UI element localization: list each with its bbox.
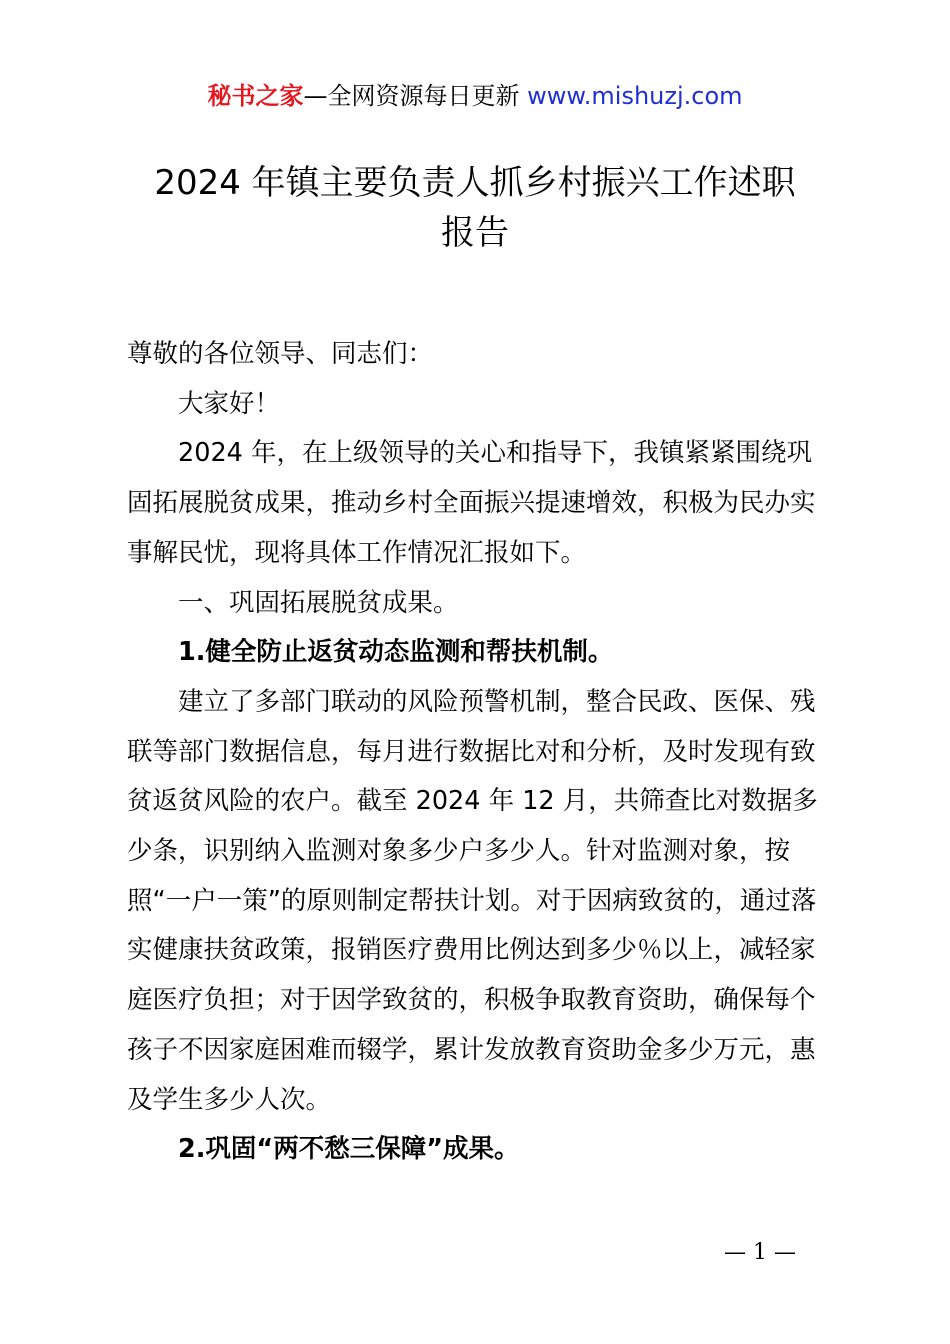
title-line-1: 2024 年镇主要负责人抓乡村振兴工作述职 — [154, 163, 796, 203]
salutation: 尊敬的各位领导、同志们： — [127, 339, 434, 369]
document-body — [127, 330, 832, 1175]
body-paragraph-1: 建立了多部门联动的风险预警机制，整合民政、医保、残联等部门数据信息，每月进行数据比对和分析，及时发现有致贫返贫风险的农户。截至 2024 年 12 月，共筛查比对数据多少条，识别纳入监测对象多少户多少人。针对监测对象，按照“一户一策”的原则制定帮扶计划。对于因病致贫的，通过落实健康扶贫政策，报销医疗费用比例达到多少％以上，减轻家庭医疗负担；对于因学致贫的，积极争取教育资助，确保每个孩子不因家庭困难而辍学，累计发放教育资助金多少万元，惠及学生多少人次。 — [127, 686, 818, 1115]
subsection-heading-1: 1.健全防止返贫动态监测和帮扶机制。 — [178, 637, 614, 668]
site-url[interactable]: www.mishuzj.com — [527, 82, 743, 110]
brand-name: 秘书之家 — [207, 82, 304, 110]
title-line-2: 报告 — [441, 213, 509, 253]
intro-paragraph: 2024 年，在上级领导的关心和指导下，我镇紧紧围绕巩固拓展脱贫成果，推动乡村全面振兴提速增效，积极为民办实事解民忧，现将具体工作情况汇报如下。 — [127, 438, 816, 568]
header-tagline: —全网资源每日更新 — [303, 82, 520, 110]
site-header — [0, 78, 950, 114]
subsection-heading-2: 2.巩固“两不愁三保障”成果。 — [178, 1134, 520, 1165]
section-heading-1: 一、巩固拓展脱贫成果。 — [178, 587, 459, 618]
document-title — [100, 158, 850, 258]
greeting: 大家好！ — [178, 388, 281, 419]
page-number: — 1 — — [724, 1240, 796, 1265]
